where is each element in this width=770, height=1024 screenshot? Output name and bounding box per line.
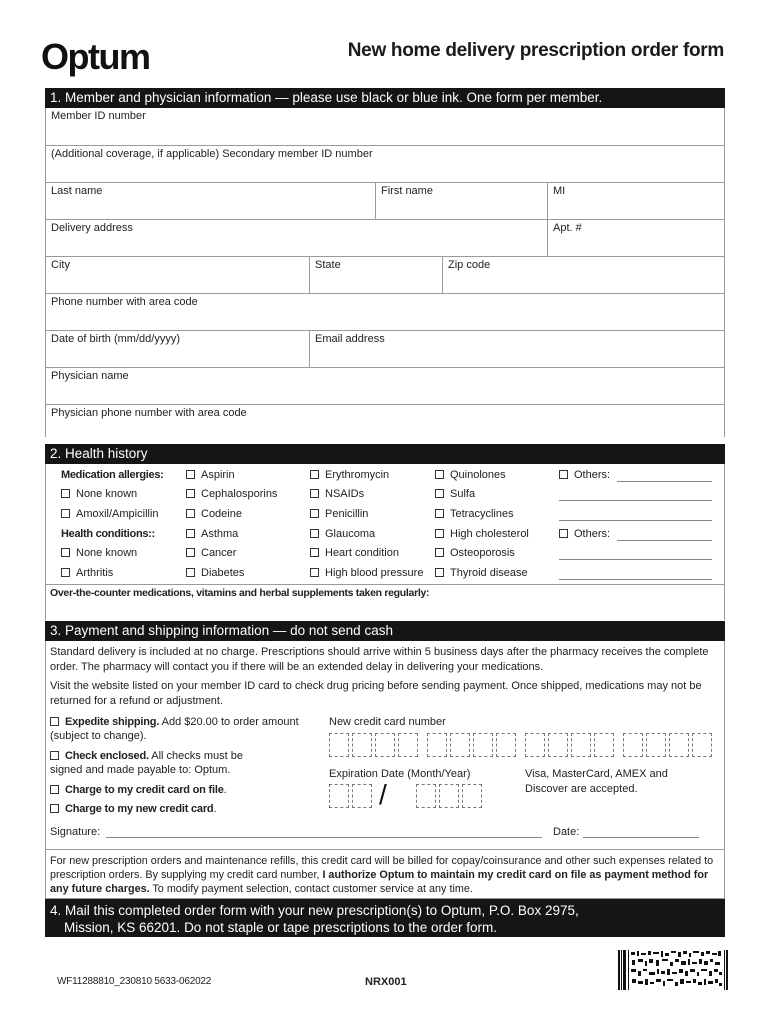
- checkbox[interactable]: [50, 785, 59, 794]
- checkbox[interactable]: [310, 470, 319, 479]
- signature-label: Signature:: [50, 826, 101, 838]
- row-physician-phone: [46, 405, 724, 437]
- allergy-others-line-3[interactable]: [559, 520, 712, 521]
- credit-card-note: For new prescription orders and maintenance refills, this credit card will be billed for copay/coinsurance and other such expenses related to prescription orders. By supplying my credit card number, I authorize Optum to maintain my credit card on file as payment method for any future charges. To modify payment selection, contact customer service at any time.: [50, 855, 714, 895]
- checkbox[interactable]: [186, 489, 195, 498]
- checkbox[interactable]: [559, 529, 568, 538]
- section4-line-2: Mission, KS 66201. Do not staple or tape prescriptions to the order form.: [64, 920, 497, 935]
- signature-line[interactable]: [106, 837, 542, 838]
- checkbox[interactable]: [186, 548, 195, 557]
- delivery-address-field[interactable]: Delivery address: [51, 222, 133, 234]
- allergy-quinolones[interactable]: Quinolones: [435, 469, 506, 481]
- row-name: [46, 183, 724, 220]
- checkbox[interactable]: [310, 548, 319, 557]
- footer-code-center: NRX001: [365, 976, 407, 988]
- condition-none-known[interactable]: None known: [61, 547, 137, 559]
- row-physician: [46, 368, 724, 405]
- section4-line-1: 4. Mail this completed order form with your new prescription(s) to Optum, P.O. Box 2975,: [50, 903, 579, 918]
- checkbox[interactable]: [435, 548, 444, 557]
- allergy-aspirin[interactable]: Aspirin: [186, 469, 235, 481]
- row-member-id: [46, 108, 724, 146]
- footer-code-left: WF11288810_230810 5633-062022: [57, 976, 212, 987]
- row-city: [46, 257, 724, 294]
- option-card-on-file[interactable]: Charge to my credit card on file.: [50, 783, 227, 797]
- allergy-tetracyclines[interactable]: Tetracyclines: [435, 508, 514, 520]
- checkbox[interactable]: [435, 568, 444, 577]
- section1-fields: [45, 108, 725, 437]
- checkbox[interactable]: [186, 568, 195, 577]
- section3-header: 3. Payment and shipping information — do not send cash: [45, 621, 725, 641]
- mi-field[interactable]: MI: [547, 183, 724, 219]
- checkbox[interactable]: [559, 470, 568, 479]
- payment-para-1: Standard delivery is included at no charge. Prescriptions should arrive within 5 business days after the pharmacy receives the complete order. The pharmacy will contact you if there will be an extended delay in delivering your medications.: [50, 646, 709, 673]
- email-field[interactable]: Email address: [309, 331, 724, 367]
- allergy-sulfa[interactable]: Sulfa: [435, 488, 475, 500]
- condition-high-cholesterol[interactable]: High cholesterol: [435, 528, 529, 540]
- allergy-others-line-2[interactable]: [559, 500, 712, 501]
- row-address: [46, 220, 724, 257]
- checkbox[interactable]: [435, 509, 444, 518]
- new-card-number-label: New credit card number: [329, 716, 446, 728]
- checkbox[interactable]: [435, 529, 444, 538]
- section1-header: 1. Member and physician information — please use black or blue ink. One form per member.: [45, 88, 725, 108]
- otc-label: Over-the-counter medications, vitamins and herbal supplements taken regularly:: [50, 587, 430, 599]
- checkbox[interactable]: [435, 470, 444, 479]
- payment-divider: [45, 849, 725, 850]
- condition-others[interactable]: Others:: [559, 528, 610, 540]
- condition-cancer[interactable]: Cancer: [186, 547, 236, 559]
- physician-phone-field[interactable]: Physician phone number with area code: [51, 407, 247, 419]
- section2-header: 2. Health history: [45, 444, 725, 464]
- checkbox[interactable]: [186, 509, 195, 518]
- allergies-label: Medication allergies:: [61, 469, 164, 481]
- condition-high-blood-pressure[interactable]: High blood pressure: [310, 567, 423, 579]
- option-expedite[interactable]: Expedite shipping. Add $20.00 to order amount (subject to change).: [50, 716, 299, 742]
- checkbox[interactable]: [61, 548, 70, 557]
- allergy-others[interactable]: Others:: [559, 469, 610, 481]
- condition-glaucoma[interactable]: Glaucoma: [310, 528, 375, 540]
- allergy-others-line-1[interactable]: [617, 481, 712, 482]
- allergy-erythromycin[interactable]: Erythromycin: [310, 469, 389, 481]
- zip-field[interactable]: Zip code: [442, 257, 724, 293]
- form-title: New home delivery prescription order form: [347, 40, 724, 61]
- checkbox[interactable]: [50, 717, 59, 726]
- allergy-amoxil[interactable]: Amoxil/Ampicillin: [61, 508, 159, 520]
- checkbox[interactable]: [61, 489, 70, 498]
- checkbox[interactable]: [186, 529, 195, 538]
- last-name-field[interactable]: Last name: [51, 185, 103, 197]
- row-phone: [46, 294, 724, 331]
- checkbox[interactable]: [310, 568, 319, 577]
- condition-heart[interactable]: Heart condition: [310, 547, 399, 559]
- checkbox[interactable]: [61, 568, 70, 577]
- health-divider: [45, 584, 725, 585]
- expiration-slash: /: [379, 779, 387, 810]
- condition-arthritis[interactable]: Arthritis: [61, 567, 113, 579]
- condition-others-line-1[interactable]: [617, 540, 712, 541]
- checkbox[interactable]: [50, 751, 59, 760]
- allergy-nsaids[interactable]: NSAIDs: [310, 488, 364, 500]
- option-new-card[interactable]: Charge to my new credit card.: [50, 802, 217, 816]
- allergy-none-known[interactable]: None known: [61, 488, 137, 500]
- apt-field[interactable]: Apt. #: [547, 220, 724, 256]
- expiration-boxes[interactable]: [329, 784, 484, 808]
- phone-field[interactable]: Phone number with area code: [51, 296, 198, 308]
- condition-asthma[interactable]: Asthma: [186, 528, 238, 540]
- condition-osteoporosis[interactable]: Osteoporosis: [435, 547, 515, 559]
- cards-accepted: Visa, MasterCard, AMEX and Discover are accepted.: [525, 768, 668, 795]
- section4-header: [45, 899, 725, 937]
- allergy-codeine[interactable]: Codeine: [186, 508, 242, 520]
- allergy-penicillin[interactable]: Penicillin: [310, 508, 368, 520]
- checkbox[interactable]: [61, 509, 70, 518]
- member-id-field[interactable]: Member ID number: [51, 110, 146, 122]
- conditions-label: Health conditions::: [61, 528, 155, 540]
- row-secondary-id: [46, 146, 724, 183]
- city-field[interactable]: City: [51, 259, 70, 271]
- condition-others-line-2[interactable]: [559, 559, 712, 560]
- row-dob: [46, 331, 724, 368]
- condition-thyroid[interactable]: Thyroid disease: [435, 567, 528, 579]
- condition-others-line-3[interactable]: [559, 579, 712, 580]
- first-name-field[interactable]: First name: [375, 183, 547, 219]
- barcode-image: [618, 950, 728, 990]
- condition-diabetes[interactable]: Diabetes: [186, 567, 244, 579]
- checkbox[interactable]: [310, 529, 319, 538]
- checkbox[interactable]: [50, 804, 59, 813]
- dob-field[interactable]: Date of birth (mm/dd/yyyy): [51, 333, 180, 345]
- optum-logo: Optum: [41, 36, 150, 77]
- card-number-boxes[interactable]: [329, 733, 714, 757]
- date-label: Date:: [553, 826, 580, 838]
- secondary-id-field[interactable]: (Additional coverage, if applicable) Secondary member ID number: [51, 148, 373, 160]
- allergy-cephalosporins[interactable]: Cephalosporins: [186, 488, 277, 500]
- state-field[interactable]: State: [309, 257, 442, 293]
- expiration-label: Expiration Date (Month/Year): [329, 768, 471, 780]
- checkbox[interactable]: [435, 489, 444, 498]
- date-line[interactable]: [583, 837, 699, 838]
- checkbox[interactable]: [186, 470, 195, 479]
- payment-para-2: Visit the website listed on your member ID card to check drug pricing before sending payment. Once shipped, medications may not be returned for a refund or adjustment.: [50, 680, 702, 707]
- option-check[interactable]: Check enclosed. All checks must be signed and made payable to: Optum.: [50, 750, 243, 776]
- checkbox[interactable]: [310, 509, 319, 518]
- checkbox[interactable]: [310, 489, 319, 498]
- physician-name-field[interactable]: Physician name: [51, 370, 129, 382]
